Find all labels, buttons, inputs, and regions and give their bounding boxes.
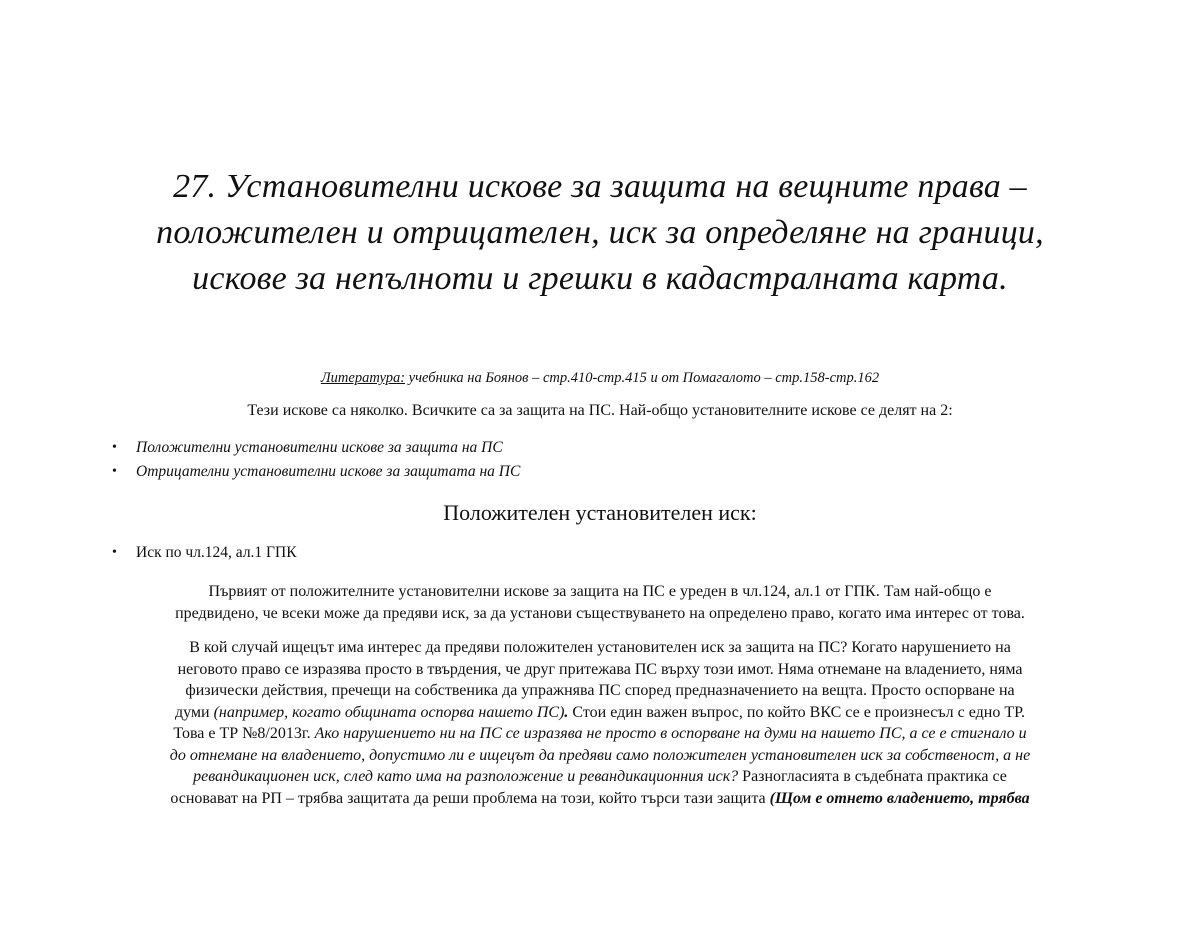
italic-question: до отнемане на владението, допустимо ли е ищецът да предяви само положителен установителен иск за собственост, а не: [169, 746, 1031, 764]
claim-types-list: [110, 436, 520, 484]
title-line-1: 27. Установителни искове за защита на вещните права –: [173, 168, 1027, 205]
section-heading: Положителен установителен иск:: [443, 500, 757, 525]
italic-question: ревандикационен иск, след като има на разположение и ревандикационния иск?: [193, 768, 739, 785]
literature-label: Литература:: [320, 370, 406, 386]
paragraph-line: основават на РП – трябва защитата да реши проблема на този, който търси тази защита: [170, 789, 770, 807]
paragraph-line: Първият от положителните установителни искове за защита на ПС е уреден в чл.124, ал.1 от ГПК. Там най-общо е: [208, 583, 992, 600]
intro-paragraph: Тези искове са няколко. Всичките са за защита на ПС. Най-общо установителните искове се делят на 2:: [247, 402, 953, 419]
paragraph-line: Това е ТР №8/2013г.: [173, 725, 315, 742]
bullet-icon: •: [112, 440, 117, 455]
paragraph-line: неговото право се изразява просто в твърдения, че друг притежава ПС върху този имот. Няма отнемане на владението, няма: [177, 660, 1023, 678]
paragraph-line: предвидено, че всеки може да предяви иск, за да установи съществуването на определено право, когато има интерес от това.: [175, 604, 1025, 622]
literature-text: учебника на Боянов – стр.410-стр.415 и от Помагалото – стр.158-стр.162: [405, 370, 880, 386]
list-item: [110, 542, 297, 564]
italic-question: Ако нарушението ни на ПС се изразява не просто в оспорване на думи на нашето ПС, а се е стигнало и: [314, 725, 1027, 742]
list-item-text: Положителни установителни искове за защита на ПС: [136, 439, 503, 456]
title-line-2: положителен и отрицателен, иск за определяне на граници,: [156, 214, 1044, 251]
title-line-3: искове за непълноти и грешки в кадастралната карта.: [192, 260, 1008, 297]
paragraph-line: В кой случай ищецът има интерес да предяви положителен установителен иск за защита на ПС? Когато нарушението на: [189, 639, 1011, 656]
paragraph-line: думи: [174, 703, 214, 721]
list-item: [110, 460, 520, 484]
literature-reference: [100, 369, 1100, 387]
italic-example: (например, когато общината оспорва нашето ПС): [213, 703, 565, 721]
bullet-icon: •: [112, 464, 117, 479]
paragraph-line: Стои един важен въпрос, по който ВКС се е произнесъл с едно ТР.: [568, 703, 1026, 721]
bullet-icon: •: [112, 545, 117, 560]
list-item-text: Отрицателни установителни искове за защитата на ПС: [136, 463, 521, 480]
bold-period: .: [564, 703, 569, 721]
list-item: [110, 436, 520, 460]
page-title: [100, 164, 1100, 302]
list-item-text: Иск по чл.124, ал.1 ГПК: [136, 544, 297, 561]
paragraph-line: физически действия, пречещи на собственика да упражнява ПС според предназначението на вещта. Просто оспорване на: [185, 682, 1015, 699]
sub-bullet-list: [110, 542, 297, 564]
paragraph-2: [100, 637, 1100, 809]
paragraph-line: Разногласията в съдебната практика се: [738, 768, 1007, 785]
paragraph-1: [100, 581, 1100, 624]
bold-italic-note: (Щом е отнето владението, трябва: [769, 789, 1030, 807]
